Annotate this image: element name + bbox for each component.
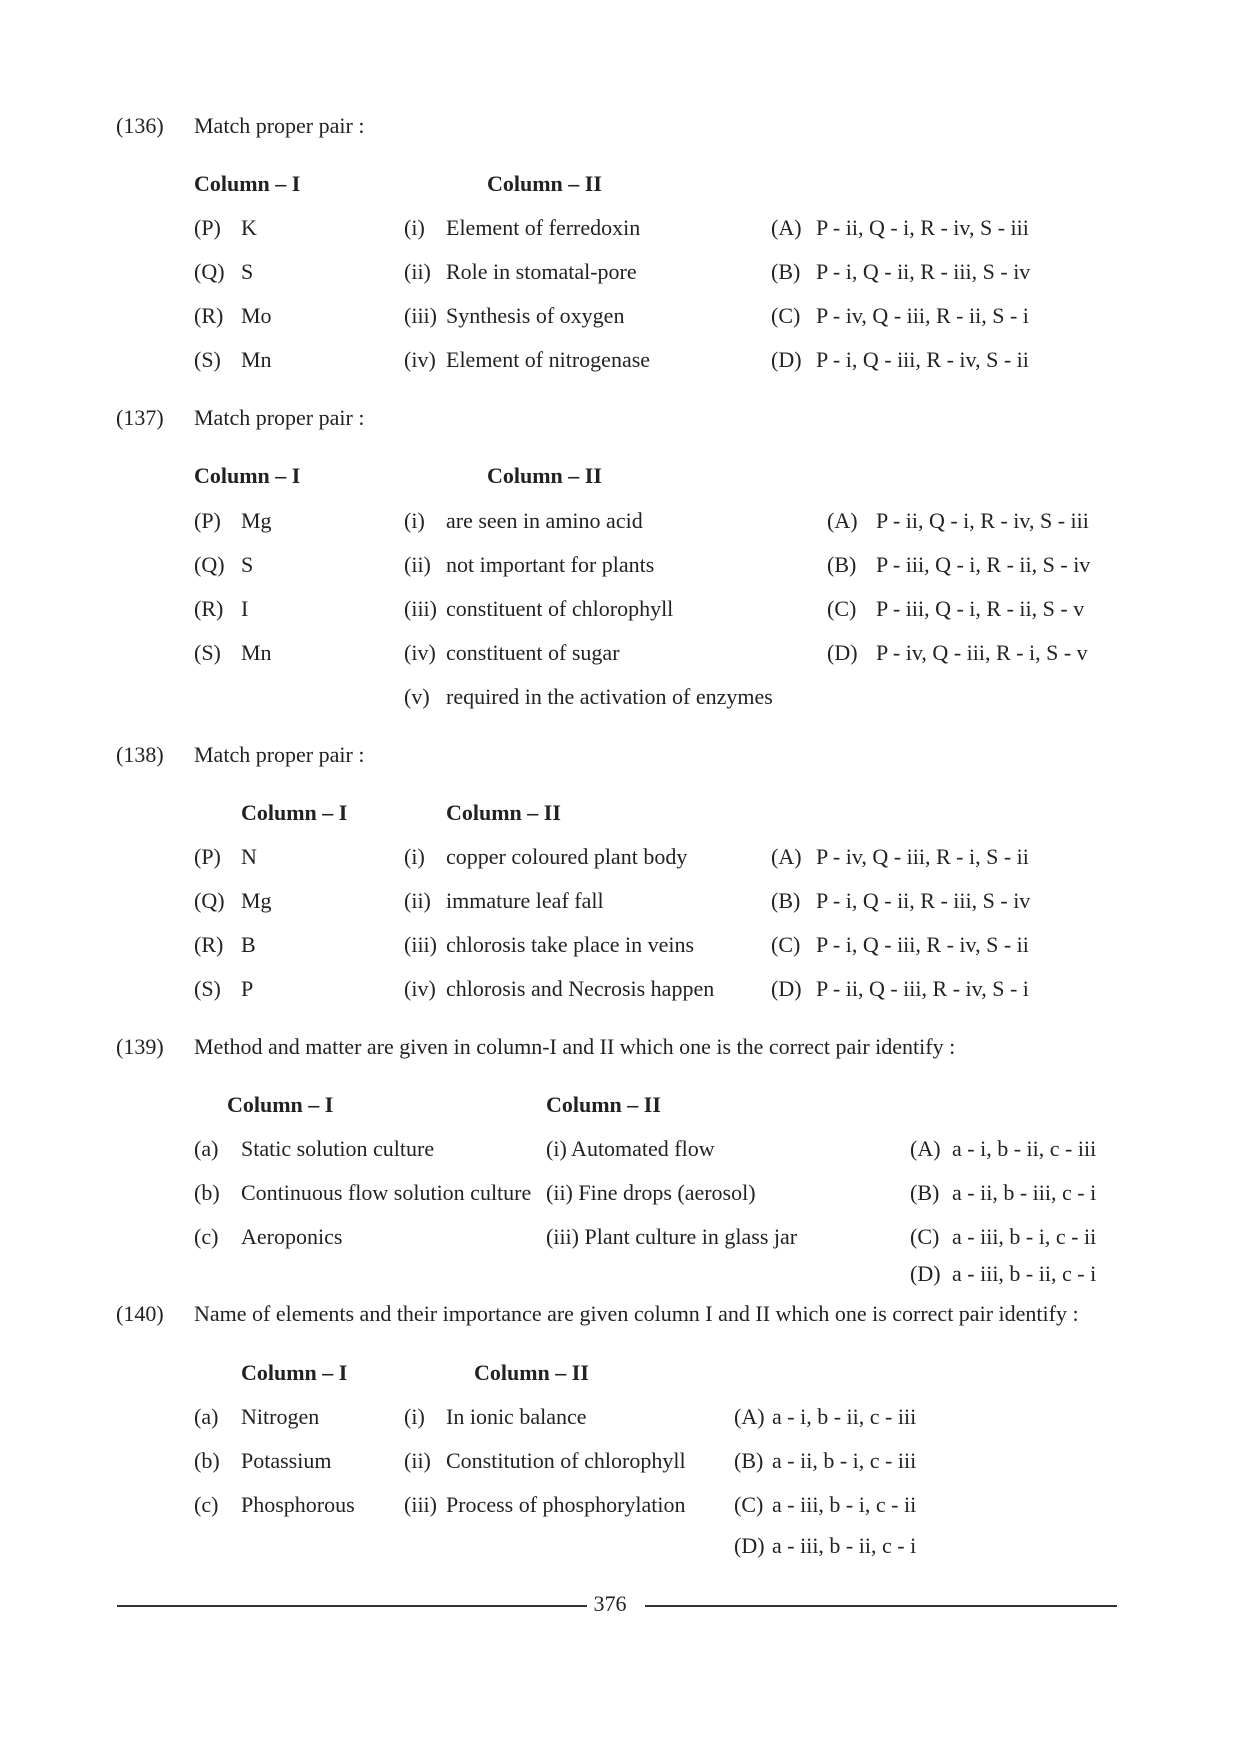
option-answer: P - i, Q - iii, R - iv, S - ii xyxy=(816,932,1029,957)
row-num: (i) xyxy=(404,844,425,869)
row-num: (ii) xyxy=(404,1448,431,1473)
row-num: (ii) xyxy=(404,552,431,577)
option-answer: P - ii, Q - i, R - iv, S - iii xyxy=(816,215,1029,240)
row-label: (a) xyxy=(194,1136,219,1161)
option-answer: a - iii, b - ii, c - i xyxy=(952,1261,1097,1286)
option-label: (B) xyxy=(910,1180,940,1205)
question-stem: Name of elements and their importance are given column I and II which one is correct pair identify : xyxy=(194,1301,1079,1326)
row-item: I xyxy=(241,596,249,621)
row-num: (i) xyxy=(404,215,425,240)
option-label: (D) xyxy=(771,347,802,372)
row-num: (i) xyxy=(404,508,425,533)
column-2-header: Column – II xyxy=(487,463,602,488)
row-desc: (ii) Fine drops (aerosol) xyxy=(546,1180,756,1205)
option-label: (B) xyxy=(771,259,801,284)
row-num: (iii) xyxy=(404,1492,437,1517)
option-answer: P - i, Q - iii, R - iv, S - ii xyxy=(816,347,1029,372)
row-label: (c) xyxy=(194,1492,219,1517)
column-2-header: Column – II xyxy=(474,1360,589,1385)
option-label: (B) xyxy=(827,552,857,577)
column-1-header: Column – I xyxy=(194,463,301,488)
row-num: (iv) xyxy=(404,640,436,665)
row-label: (Q) xyxy=(194,552,225,577)
row-label: (S) xyxy=(194,347,221,372)
footer-rule-left xyxy=(117,1605,587,1607)
row-desc: copper coloured plant body xyxy=(446,844,688,869)
row-desc: constituent of sugar xyxy=(446,640,620,665)
row-label: (P) xyxy=(194,215,221,240)
row-item: Continuous flow solution culture xyxy=(241,1180,532,1205)
question-stem: Method and matter are given in column-I and II which one is the correct pair identify : xyxy=(194,1034,956,1059)
row-desc: Role in stomatal-pore xyxy=(446,259,637,284)
row-desc: Constitution of chlorophyll xyxy=(446,1448,686,1473)
row-label: (P) xyxy=(194,844,221,869)
option-answer: P - i, Q - ii, R - iii, S - iv xyxy=(816,888,1031,913)
row-desc: are seen in amino acid xyxy=(446,508,643,533)
row-item: Phosphorous xyxy=(241,1492,355,1517)
option-answer: P - iii, Q - i, R - ii, S - v xyxy=(876,596,1085,621)
row-item: Mn xyxy=(241,640,272,665)
row-label: (Q) xyxy=(194,888,225,913)
option-label: (A) xyxy=(910,1136,941,1161)
option-label: (B) xyxy=(771,888,801,913)
footer-rule-right xyxy=(645,1605,1117,1607)
question-number: (136) xyxy=(116,113,164,138)
option-answer: P - ii, Q - i, R - iv, S - iii xyxy=(876,508,1089,533)
row-item: B xyxy=(241,932,256,957)
option-answer: a - ii, b - i, c - iii xyxy=(772,1448,917,1473)
row-item: Potassium xyxy=(241,1448,332,1473)
row-item: Nitrogen xyxy=(241,1404,320,1429)
column-2-header: Column – II xyxy=(446,800,561,825)
question-stem: Match proper pair : xyxy=(194,113,365,138)
option-answer: a - i, b - ii, c - iii xyxy=(952,1136,1097,1161)
row-desc: immature leaf fall xyxy=(446,888,604,913)
question-number: (138) xyxy=(116,742,164,767)
row-desc: not important for plants xyxy=(446,552,655,577)
row-label: (S) xyxy=(194,640,221,665)
question-number: (140) xyxy=(116,1301,164,1326)
row-item: N xyxy=(241,844,257,869)
option-label: (A) xyxy=(771,844,802,869)
row-item: S xyxy=(241,552,254,577)
question-stem: Match proper pair : xyxy=(194,742,365,767)
row-label: (R) xyxy=(194,596,224,621)
row-num: (iii) xyxy=(404,932,437,957)
row-label: (c) xyxy=(194,1224,219,1249)
row-desc: constituent of chlorophyll xyxy=(446,596,674,621)
option-answer: a - iii, b - ii, c - i xyxy=(772,1533,917,1558)
option-answer: a - i, b - ii, c - iii xyxy=(772,1404,917,1429)
question-stem: Match proper pair : xyxy=(194,405,365,430)
option-answer: P - iv, Q - iii, R - i, S - v xyxy=(876,640,1088,665)
column-2-header: Column – II xyxy=(546,1092,661,1117)
row-item: P xyxy=(241,976,254,1001)
row-item: Static solution culture xyxy=(241,1136,435,1161)
row-label: (R) xyxy=(194,303,224,328)
option-label: (C) xyxy=(910,1224,940,1249)
row-desc: Synthesis of oxygen xyxy=(446,303,625,328)
option-answer: P - iv, Q - iii, R - i, S - ii xyxy=(816,844,1029,869)
option-label: (B) xyxy=(734,1448,764,1473)
row-num: (i) xyxy=(404,1404,425,1429)
option-answer: P - iii, Q - i, R - ii, S - iv xyxy=(876,552,1091,577)
option-label: (D) xyxy=(910,1261,941,1286)
option-label: (C) xyxy=(827,596,857,621)
row-label: (R) xyxy=(194,932,224,957)
column-1-header: Column – I xyxy=(241,800,348,825)
row-label: (b) xyxy=(194,1180,220,1205)
row-desc: Process of phosphorylation xyxy=(446,1492,686,1517)
row-num: (iv) xyxy=(404,347,436,372)
row-num: (iii) xyxy=(404,303,437,328)
row-item: Mn xyxy=(241,347,272,372)
option-answer: a - iii, b - i, c - ii xyxy=(952,1224,1097,1249)
row-label: (b) xyxy=(194,1448,220,1473)
row-item: S xyxy=(241,259,254,284)
row-desc: required in the activation of enzymes xyxy=(446,684,773,709)
column-1-header: Column – I xyxy=(227,1092,334,1117)
row-label: (a) xyxy=(194,1404,219,1429)
row-num: (iv) xyxy=(404,976,436,1001)
option-answer: P - iv, Q - iii, R - ii, S - i xyxy=(816,303,1029,328)
row-num: (v) xyxy=(404,684,430,709)
row-num: (ii) xyxy=(404,888,431,913)
page-number: 376 xyxy=(593,1591,627,1616)
row-item: Mo xyxy=(241,303,272,328)
option-answer: a - ii, b - iii, c - i xyxy=(952,1180,1097,1205)
row-label: (P) xyxy=(194,508,221,533)
row-desc: In ionic balance xyxy=(446,1404,587,1429)
option-answer: P - ii, Q - iii, R - iv, S - i xyxy=(816,976,1029,1001)
option-label: (D) xyxy=(827,640,858,665)
option-label: (D) xyxy=(734,1533,765,1558)
option-answer: a - iii, b - i, c - ii xyxy=(772,1492,917,1517)
row-item: Mg xyxy=(241,508,272,533)
column-2-header: Column – II xyxy=(487,171,602,196)
question-number: (139) xyxy=(116,1034,164,1059)
option-label: (D) xyxy=(771,976,802,1001)
question-number: (137) xyxy=(116,405,164,430)
option-label: (C) xyxy=(734,1492,764,1517)
row-label: (S) xyxy=(194,976,221,1001)
row-desc: chlorosis and Necrosis happen xyxy=(446,976,715,1001)
option-label: (C) xyxy=(771,303,801,328)
row-num: (iii) xyxy=(404,596,437,621)
option-label: (A) xyxy=(827,508,858,533)
row-desc: chlorosis take place in veins xyxy=(446,932,695,957)
row-num: (ii) xyxy=(404,259,431,284)
row-item: Mg xyxy=(241,888,272,913)
option-label: (A) xyxy=(771,215,802,240)
row-item: Aeroponics xyxy=(241,1224,343,1249)
row-desc: Element of nitrogenase xyxy=(446,347,651,372)
row-label: (Q) xyxy=(194,259,225,284)
row-desc: (i) Automated flow xyxy=(546,1136,715,1161)
row-item: K xyxy=(241,215,257,240)
column-1-header: Column – I xyxy=(241,1360,348,1385)
row-desc: (iii) Plant culture in glass jar xyxy=(546,1224,798,1249)
option-label: (C) xyxy=(771,932,801,957)
option-label: (A) xyxy=(734,1404,765,1429)
option-answer: P - i, Q - ii, R - iii, S - iv xyxy=(816,259,1031,284)
row-desc: Element of ferredoxin xyxy=(446,215,641,240)
column-1-header: Column – I xyxy=(194,171,301,196)
